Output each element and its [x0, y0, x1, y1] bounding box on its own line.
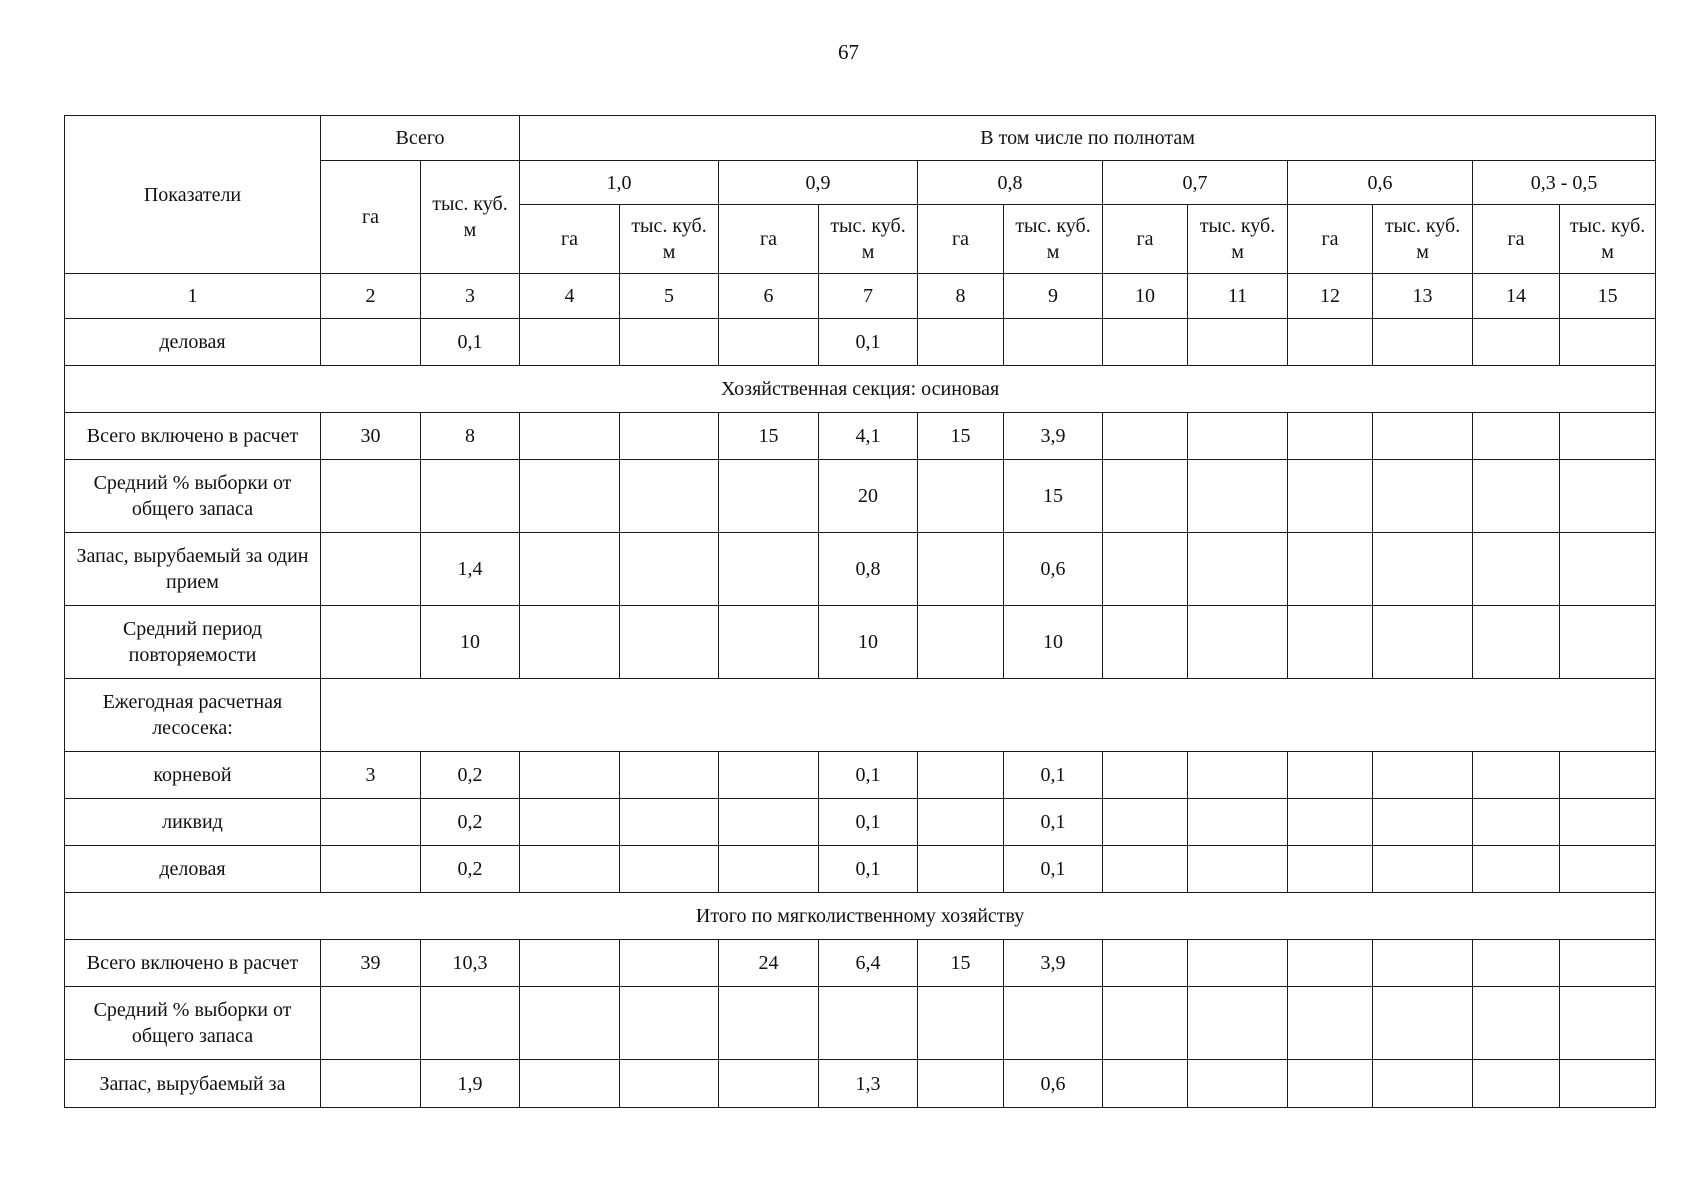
data-cell: 0,1: [819, 846, 918, 893]
data-cell: [321, 987, 421, 1060]
table-row: [65, 940, 1656, 987]
data-cell: [1004, 987, 1103, 1060]
column-number: 10: [1103, 274, 1188, 319]
data-cell: 0,2: [421, 799, 520, 846]
header-by-density: В том числе по полнотам: [520, 116, 1656, 161]
data-cell: [1473, 940, 1560, 987]
data-cell: [1373, 533, 1473, 606]
header-total-ha: га: [321, 161, 421, 274]
data-cell: [1288, 987, 1373, 1060]
data-cell: 0,1: [819, 319, 918, 366]
data-cell: [1188, 846, 1288, 893]
data-cell: [1288, 606, 1373, 679]
data-cell: [1103, 460, 1188, 533]
data-cell: [1373, 1060, 1473, 1108]
row-label: Всего включено в расчет: [65, 413, 321, 460]
data-cell: [1103, 940, 1188, 987]
table-row: [65, 799, 1656, 846]
header-unit-volume: тыс. куб. м: [1373, 205, 1473, 274]
data-cell: [1288, 319, 1373, 366]
column-number: 11: [1188, 274, 1288, 319]
data-cell: [1103, 987, 1188, 1060]
data-cell: 1,9: [421, 1060, 520, 1108]
header-total-volume: тыс. куб. м: [421, 161, 520, 274]
header-unit-volume: тыс. куб. м: [1004, 205, 1103, 274]
header-indicators: Показатели: [65, 116, 321, 274]
header-density-5: 0,6: [1288, 161, 1473, 205]
data-cell: 4,1: [819, 413, 918, 460]
data-cell: [421, 460, 520, 533]
section-title: Итого по мягколиственному хозяйству: [65, 893, 1656, 940]
data-cell: [1188, 940, 1288, 987]
data-cell: [620, 940, 719, 987]
data-cell: 15: [719, 413, 819, 460]
row-label: Запас, вырубаемый за: [65, 1060, 321, 1108]
data-cell: 10: [421, 606, 520, 679]
data-cell: 0,8: [819, 533, 918, 606]
data-cell: [1473, 1060, 1560, 1108]
data-cell: [1560, 533, 1656, 606]
header-density-3: 0,8: [918, 161, 1103, 205]
data-cell: [1288, 413, 1373, 460]
data-cell: [918, 799, 1004, 846]
header-unit-volume: тыс. куб. м: [1560, 205, 1656, 274]
data-cell: 0,6: [1004, 533, 1103, 606]
data-cell: 8: [421, 413, 520, 460]
header-unit-volume: тыс. куб. м: [1188, 205, 1288, 274]
data-cell: [620, 1060, 719, 1108]
data-cell: [1373, 752, 1473, 799]
data-cell: [1188, 533, 1288, 606]
data-cell: [620, 987, 719, 1060]
column-number: 5: [620, 274, 719, 319]
data-cell: [1188, 987, 1288, 1060]
row-label: Средний % выборки от общего запаса: [65, 460, 321, 533]
column-number: 13: [1373, 274, 1473, 319]
page-number: 67: [838, 40, 859, 64]
data-cell: [1373, 987, 1473, 1060]
data-cell: 39: [321, 940, 421, 987]
data-cell: 0,1: [1004, 752, 1103, 799]
header-density-2: 0,9: [719, 161, 918, 205]
data-cell: [520, 940, 620, 987]
data-cell: [1560, 846, 1656, 893]
data-cell: [719, 460, 819, 533]
row-label: деловая: [65, 319, 321, 366]
data-cell: [719, 987, 819, 1060]
data-cell: [1473, 413, 1560, 460]
data-cell: [719, 1060, 819, 1108]
data-cell: [520, 460, 620, 533]
data-cell: [421, 987, 520, 1060]
header-density-1: 1,0: [520, 161, 719, 205]
data-cell: 10: [819, 606, 918, 679]
data-cell: [1560, 606, 1656, 679]
column-number: 4: [520, 274, 620, 319]
data-cell: 0,1: [421, 319, 520, 366]
data-cell: [520, 752, 620, 799]
column-number: 15: [1560, 274, 1656, 319]
data-cell: [1103, 799, 1188, 846]
data-cell: [1188, 413, 1288, 460]
data-cell: [1373, 319, 1473, 366]
column-number: 12: [1288, 274, 1373, 319]
data-cell: [1560, 319, 1656, 366]
data-cell: [1373, 846, 1473, 893]
data-cell: [1103, 752, 1188, 799]
data-cell: [719, 606, 819, 679]
data-cell: 0,2: [421, 846, 520, 893]
header-unit-volume: тыс. куб. м: [819, 205, 918, 274]
data-cell: [520, 846, 620, 893]
data-cell: [1473, 533, 1560, 606]
data-cell: 0,1: [1004, 846, 1103, 893]
data-cell: 1,4: [421, 533, 520, 606]
data-cell: [1560, 940, 1656, 987]
data-cell: [520, 413, 620, 460]
data-cell: [620, 413, 719, 460]
section-title: Хозяйственная секция: осиновая: [65, 366, 1656, 413]
header-density-4: 0,7: [1103, 161, 1288, 205]
data-cell: [1560, 799, 1656, 846]
data-cell: 0,6: [1004, 1060, 1103, 1108]
data-cell: [1288, 752, 1373, 799]
data-cell: [1103, 319, 1188, 366]
row-label: Всего включено в расчет: [65, 940, 321, 987]
data-cell: [918, 460, 1004, 533]
header-unit-ha: га: [719, 205, 819, 274]
data-cell: [1560, 987, 1656, 1060]
data-cell: [321, 533, 421, 606]
section-row: [65, 366, 1656, 413]
data-cell: [1103, 413, 1188, 460]
data-cell: [1373, 413, 1473, 460]
data-cell: [719, 752, 819, 799]
column-number: 6: [719, 274, 819, 319]
data-cell: [1188, 460, 1288, 533]
table-row: [65, 319, 1656, 366]
column-number: 3: [421, 274, 520, 319]
header-unit-ha: га: [918, 205, 1004, 274]
table-row: [65, 679, 1656, 752]
data-cell: 0,1: [819, 799, 918, 846]
empty-span-cell: [321, 679, 1656, 752]
data-cell: 6,4: [819, 940, 918, 987]
column-number: 1: [65, 274, 321, 319]
row-label: деловая: [65, 846, 321, 893]
data-cell: 3,9: [1004, 413, 1103, 460]
data-cell: 3,9: [1004, 940, 1103, 987]
data-cell: 15: [1004, 460, 1103, 533]
data-cell: [520, 1060, 620, 1108]
data-cell: [1188, 752, 1288, 799]
column-number: 7: [819, 274, 918, 319]
data-cell: [620, 752, 719, 799]
row-label: Средний период повторяемости: [65, 606, 321, 679]
data-cell: [620, 533, 719, 606]
table-row: [65, 413, 1656, 460]
table-row: [65, 987, 1656, 1060]
data-cell: [1373, 606, 1473, 679]
data-cell: [918, 533, 1004, 606]
column-number: 2: [321, 274, 421, 319]
data-cell: 15: [918, 413, 1004, 460]
header-density-6: 0,3 - 0,5: [1473, 161, 1656, 205]
data-cell: [918, 606, 1004, 679]
data-cell: [520, 987, 620, 1060]
forest-plan-table: [64, 115, 1656, 1108]
column-number: 8: [918, 274, 1004, 319]
data-cell: [1103, 606, 1188, 679]
data-cell: [918, 752, 1004, 799]
data-cell: 15: [918, 940, 1004, 987]
data-cell: [1288, 940, 1373, 987]
data-cell: [1373, 940, 1473, 987]
data-cell: [1103, 533, 1188, 606]
data-cell: [321, 460, 421, 533]
data-cell: [1188, 606, 1288, 679]
data-cell: [1473, 319, 1560, 366]
header-unit-ha: га: [1103, 205, 1188, 274]
data-cell: [1373, 799, 1473, 846]
data-cell: [719, 319, 819, 366]
data-cell: [520, 799, 620, 846]
data-cell: [1004, 319, 1103, 366]
data-cell: [1288, 460, 1373, 533]
data-cell: [918, 1060, 1004, 1108]
row-label: Запас, вырубаемый за один прием: [65, 533, 321, 606]
data-cell: [321, 606, 421, 679]
data-cell: [620, 606, 719, 679]
data-cell: [321, 319, 421, 366]
data-cell: [520, 533, 620, 606]
row-label: Ежегодная расчетная лесосека:: [65, 679, 321, 752]
table-row: [65, 533, 1656, 606]
data-cell: [1473, 606, 1560, 679]
data-cell: 3: [321, 752, 421, 799]
header-unit-volume: тыс. куб. м: [620, 205, 719, 274]
header-unit-ha: га: [1288, 205, 1373, 274]
data-cell: [1473, 799, 1560, 846]
table-row: [65, 1060, 1656, 1108]
data-cell: [1188, 319, 1288, 366]
data-cell: [918, 987, 1004, 1060]
data-cell: [1288, 1060, 1373, 1108]
data-cell: [520, 606, 620, 679]
header-row-1: [65, 116, 1656, 161]
data-cell: [1288, 533, 1373, 606]
data-cell: [1560, 460, 1656, 533]
data-cell: [321, 799, 421, 846]
section-row: [65, 893, 1656, 940]
data-cell: [719, 799, 819, 846]
data-cell: [1188, 799, 1288, 846]
data-cell: [1473, 987, 1560, 1060]
table-row: [65, 752, 1656, 799]
data-cell: [719, 533, 819, 606]
data-cell: [321, 1060, 421, 1108]
data-cell: [1560, 1060, 1656, 1108]
table-row: [65, 846, 1656, 893]
data-cell: [1188, 1060, 1288, 1108]
data-cell: 10: [1004, 606, 1103, 679]
data-cell: [1288, 799, 1373, 846]
data-cell: [1373, 460, 1473, 533]
row-label: корневой: [65, 752, 321, 799]
column-numbers-row: [65, 274, 1656, 319]
data-cell: [1103, 846, 1188, 893]
header-total: Всего: [321, 116, 520, 161]
data-cell: 0,2: [421, 752, 520, 799]
data-cell: 30: [321, 413, 421, 460]
column-number: 14: [1473, 274, 1560, 319]
data-cell: 20: [819, 460, 918, 533]
data-cell: [620, 846, 719, 893]
data-cell: [520, 319, 620, 366]
header-unit-ha: га: [1473, 205, 1560, 274]
data-cell: [719, 846, 819, 893]
data-cell: 1,3: [819, 1060, 918, 1108]
table-row: [65, 460, 1656, 533]
row-label: ликвид: [65, 799, 321, 846]
data-cell: [918, 319, 1004, 366]
data-cell: [1288, 846, 1373, 893]
data-cell: [1473, 846, 1560, 893]
data-cell: [620, 460, 719, 533]
data-cell: 24: [719, 940, 819, 987]
data-cell: [1560, 413, 1656, 460]
data-cell: [1103, 1060, 1188, 1108]
data-cell: 10,3: [421, 940, 520, 987]
data-cell: [620, 319, 719, 366]
data-cell: 0,1: [819, 752, 918, 799]
data-cell: [1473, 752, 1560, 799]
data-cell: [620, 799, 719, 846]
column-number: 9: [1004, 274, 1103, 319]
data-cell: [321, 846, 421, 893]
table-row: [65, 606, 1656, 679]
data-cell: [918, 846, 1004, 893]
data-cell: [1560, 752, 1656, 799]
row-label: Средний % выборки от общего запаса: [65, 987, 321, 1060]
data-cell: [819, 987, 918, 1060]
header-unit-ha: га: [520, 205, 620, 274]
data-cell: [1473, 460, 1560, 533]
data-cell: 0,1: [1004, 799, 1103, 846]
